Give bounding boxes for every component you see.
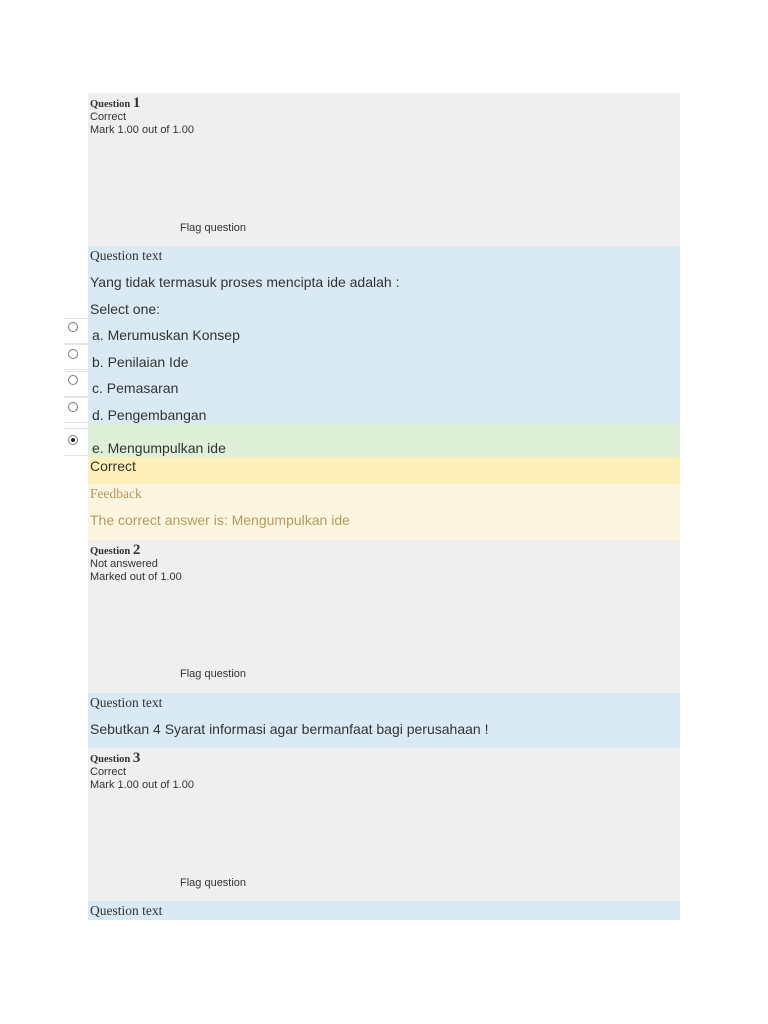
feedback-heading: Feedback xyxy=(90,486,142,501)
question-label: Question xyxy=(90,99,131,110)
question-1-state: Correct xyxy=(90,111,127,123)
question-label: Question xyxy=(90,754,131,765)
question-number: 1 xyxy=(132,95,141,111)
option-a-radio-icon[interactable] xyxy=(68,322,78,332)
option-b-radio-icon[interactable] xyxy=(68,349,78,359)
question-2-content xyxy=(88,693,680,748)
question-number: 2 xyxy=(132,542,141,558)
question-prompt: Yang tidak termasuk proses mencipta ide adalah : xyxy=(90,274,400,290)
option-e-label[interactable]: e. Mengumpulkan ide xyxy=(92,440,226,456)
option-e-row xyxy=(88,424,680,458)
question-2-state: Not answered xyxy=(90,558,158,570)
question-label: Question xyxy=(90,546,131,557)
question-1-number xyxy=(90,97,182,111)
option-c-radio-icon[interactable] xyxy=(68,375,78,385)
question-1-info xyxy=(88,93,680,246)
result-outcome xyxy=(88,457,680,484)
question-2-info-inner xyxy=(90,544,182,584)
question-1-grade: Mark 1.00 out of 1.00 xyxy=(90,124,194,136)
correct-answer-text: The correct answer is: Mengumpulkan ide xyxy=(90,512,350,528)
option-d-label[interactable]: d. Pengembangan xyxy=(92,407,207,423)
option-a-label[interactable]: a. Merumuskan Konsep xyxy=(92,327,240,343)
question-3-info xyxy=(88,748,680,901)
question-text-heading: Question text xyxy=(90,248,163,263)
question-3-state: Correct xyxy=(90,766,127,778)
flag-icon[interactable] xyxy=(168,222,178,232)
option-c-label[interactable]: c. Pemasaran xyxy=(92,380,179,396)
question-1-info-inner xyxy=(90,95,194,137)
question-text-heading: Question text xyxy=(90,903,163,918)
question-1-content xyxy=(88,246,680,424)
flag-question-button[interactable]: Flag question xyxy=(180,222,247,234)
option-b-label[interactable]: b. Penilaian Ide xyxy=(92,354,189,370)
question-2-number xyxy=(90,544,182,558)
question-prompt: Sebutkan 4 Syarat informasi agar bermanfaat bagi perusahaan ! xyxy=(90,721,489,737)
flag-question-button[interactable]: Flag question xyxy=(180,668,247,680)
question-number: 3 xyxy=(132,750,141,766)
question-3-info-inner xyxy=(90,750,194,792)
option-e-radio-icon[interactable] xyxy=(68,435,78,445)
question-2-info xyxy=(88,540,680,693)
select-one-label: Select one: xyxy=(90,301,161,317)
feedback-panel xyxy=(88,484,680,540)
question-text-heading: Question text xyxy=(90,695,163,710)
question-3-grade: Mark 1.00 out of 1.00 xyxy=(90,779,194,791)
question-3-content xyxy=(88,901,680,920)
question-2-grade: Marked out of 1.00 xyxy=(90,571,182,583)
question-3-number xyxy=(90,752,182,766)
option-d-radio-icon[interactable] xyxy=(68,402,78,412)
result-correct-label: Correct xyxy=(90,458,136,474)
flag-question-button[interactable]: Flag question xyxy=(180,877,247,889)
